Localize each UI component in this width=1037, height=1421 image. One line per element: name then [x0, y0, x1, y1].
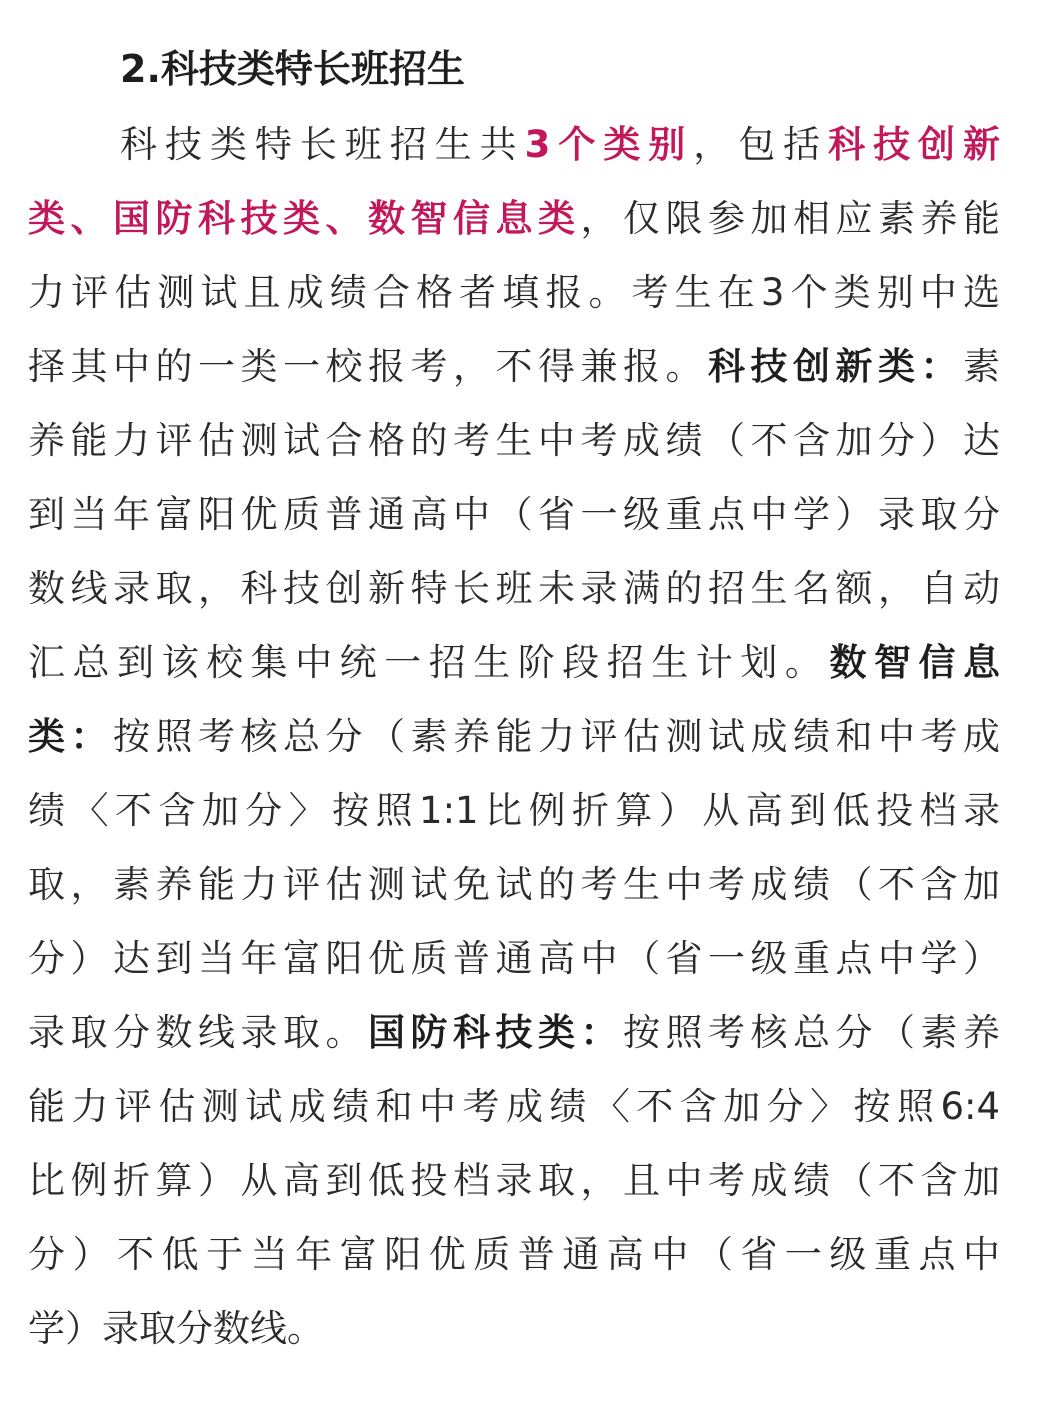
body-text: 比例折算）从高到低投档录取，且中考成绩（不含加 [28, 1159, 1000, 1202]
category-label: 类： [28, 715, 113, 758]
body-text: 学）录取分数线。 [28, 1307, 324, 1350]
body-text: 分）达到当年富阳优质普通高中（省一级重点中学） [28, 937, 1000, 980]
paragraph-line [28, 182, 1000, 256]
category-label: 科技创新类： [708, 345, 963, 388]
category-label: 数智信息 [829, 641, 1001, 684]
category-label: 国防科技类： [368, 1011, 623, 1054]
section-heading: 2.科技类特长班招生 [120, 47, 465, 91]
paragraph-line [28, 552, 1000, 626]
paragraph-line [28, 478, 1000, 552]
article-body [28, 108, 1000, 1366]
paragraph-line [28, 108, 1000, 182]
paragraph-line [28, 1144, 1000, 1218]
body-text: 素 [963, 345, 1000, 388]
body-text: 科技类特长班招生共 [120, 123, 525, 166]
paragraph-line [28, 330, 1000, 404]
highlighted-text: 科技创新 [828, 123, 1001, 166]
body-text: ，仅限参加相应素养能 [580, 197, 1000, 240]
highlighted-text: 3个类别 [524, 123, 694, 166]
paragraph-line [28, 1070, 1000, 1144]
paragraph-line [28, 1292, 1000, 1366]
body-text: 能力评估测试成绩和中考成绩〈不含加分〉按照6:4 [28, 1085, 1000, 1128]
body-text: 取，素养能力评估测试免试的考生中考成绩（不含加 [28, 863, 1000, 906]
highlighted-text: 类、国防科技类、数智信息类 [28, 197, 581, 240]
body-text: 绩〈不含加分〉按照1:1比例折算）从高到低投档录 [28, 789, 1000, 832]
body-text: 按照考核总分（素养能力评估测试成绩和中考成 [113, 715, 1000, 758]
body-text: 到当年富阳优质普通高中（省一级重点中学）录取分 [28, 493, 1000, 536]
paragraph-line [28, 1218, 1000, 1292]
body-text: 数线录取，科技创新特长班未录满的招生名额，自动 [28, 567, 1000, 610]
body-text: 力评估测试且成绩合格者填报。考生在3个类别中选 [28, 271, 1000, 314]
body-text: 汇总到该校集中统一招生阶段招生计划。 [28, 641, 830, 684]
body-text: ，包括 [693, 123, 829, 166]
paragraph-line [28, 700, 1000, 774]
paragraph-line [28, 922, 1000, 996]
paragraph-line [28, 848, 1000, 922]
body-text: 择其中的一类一校报考，不得兼报。 [28, 345, 708, 388]
paragraph-line [28, 996, 1000, 1070]
body-text: 录取分数线录取。 [28, 1011, 368, 1054]
body-text: 按照考核总分（素养 [623, 1011, 1000, 1054]
paragraph-line [28, 256, 1000, 330]
body-text: 养能力评估测试合格的考生中考成绩（不含加分）达 [28, 419, 1000, 462]
body-text: 分）不低于当年富阳优质普通高中（省一级重点中 [28, 1233, 1000, 1276]
paragraph-line [28, 626, 1000, 700]
paragraph-line [28, 404, 1000, 478]
paragraph-line [28, 774, 1000, 848]
